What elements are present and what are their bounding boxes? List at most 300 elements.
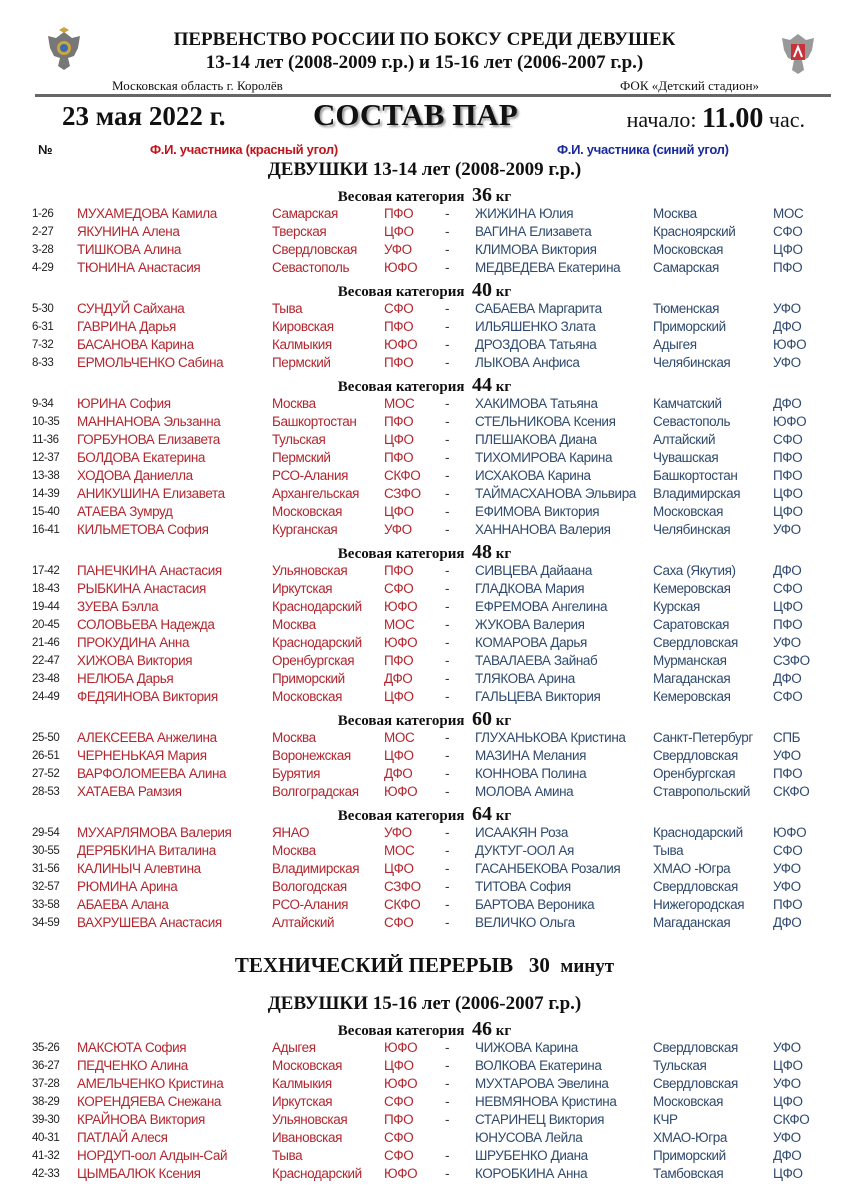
blue-corner-header: Ф.И. участника (синий угол) xyxy=(557,142,729,157)
red-region: РСО-Алания xyxy=(272,897,348,912)
versus-dash: - xyxy=(445,1094,450,1109)
blue-district: ПФО xyxy=(773,897,803,912)
bout-number: 30-55 xyxy=(32,845,60,857)
blue-district: СФО xyxy=(773,432,803,447)
versus-dash: - xyxy=(445,450,450,465)
red-athlete-name: ПЕДЧЕНКО Алина xyxy=(77,1058,188,1073)
blue-region: Свердловская xyxy=(653,635,738,650)
age-groups-subtitle: 13-14 лет (2008-2009 г.р.) и 15-16 лет (2006-2007 г.р.) xyxy=(205,52,644,73)
red-region: Московская xyxy=(272,504,343,519)
document-title: СОСТАВ ПАР xyxy=(313,97,518,132)
red-region: Воронежская xyxy=(272,748,351,763)
blue-athlete-name: ИСХАКОВА Карина xyxy=(475,468,591,483)
red-athlete-name: АНИКУШИНА Елизавета xyxy=(77,486,225,501)
red-region: Пермский xyxy=(272,355,331,370)
blue-district: УФО xyxy=(773,635,801,650)
start-time xyxy=(627,103,805,135)
red-athlete-name: СУНДУЙ Сайхана xyxy=(77,301,185,316)
versus-dash: - xyxy=(445,486,450,501)
blue-district: ПФО xyxy=(773,450,803,465)
red-region: Курганская xyxy=(272,522,338,537)
blue-district: ЦФО xyxy=(773,504,803,519)
blue-athlete-name: ИЛЬЯШЕНКО Злата xyxy=(475,319,596,334)
weight-value: 48 xyxy=(471,541,492,563)
red-district: ЮФО xyxy=(384,1076,418,1091)
blue-region: Краснодарский xyxy=(653,825,743,840)
blue-region: Свердловская xyxy=(653,879,738,894)
bout-row xyxy=(0,1147,849,1165)
bout-row xyxy=(0,842,849,860)
bout-number: 19-44 xyxy=(32,601,60,613)
blue-athlete-name: ЕФРЕМОВА Ангелина xyxy=(475,599,608,614)
red-district: ЮФО xyxy=(384,599,418,614)
blue-district: УФО xyxy=(773,879,801,894)
red-region: Ульяновская xyxy=(272,563,348,578)
versus-dash: - xyxy=(445,242,450,257)
red-district: ЮФО xyxy=(384,337,418,352)
bout-row xyxy=(0,747,849,765)
red-region: ЯНАО xyxy=(272,825,310,840)
bout-row xyxy=(0,914,849,932)
bout-row xyxy=(0,1075,849,1093)
blue-athlete-name: ГАСАНБЕКОВА Розалия xyxy=(475,861,621,876)
bout-number: 11-36 xyxy=(32,434,59,446)
weight-category-label: Весовая категория xyxy=(337,189,465,205)
red-region: Вологодская xyxy=(272,879,347,894)
red-athlete-name: МУХАРЛЯМОВА Валерия xyxy=(77,825,232,840)
red-athlete-name: БОЛДОВА Екатерина xyxy=(77,450,206,465)
blue-region: Нижегородская xyxy=(653,897,745,912)
blue-district: ЦФО xyxy=(773,1094,803,1109)
red-district: ЦФО xyxy=(384,748,414,763)
red-athlete-name: КРАЙНОВА Виктория xyxy=(77,1112,205,1127)
red-district: ЦФО xyxy=(384,432,414,447)
break-unit: минут xyxy=(560,956,615,977)
bout-row xyxy=(0,1039,849,1057)
bout-number: 21-46 xyxy=(32,637,60,649)
versus-dash: - xyxy=(445,766,450,781)
weight-value: 36 xyxy=(471,184,492,206)
red-district: СФО xyxy=(384,301,414,316)
red-region: Москва xyxy=(272,396,316,411)
bout-number: 39-30 xyxy=(32,1114,60,1126)
blue-region: Магаданская xyxy=(653,671,731,686)
bout-number: 2-27 xyxy=(32,226,54,238)
bout-row xyxy=(0,431,849,449)
weight-category-heading xyxy=(0,182,849,205)
versus-dash: - xyxy=(445,414,450,429)
blue-region: Приморский xyxy=(653,1148,726,1163)
versus-dash: - xyxy=(445,671,450,686)
blue-athlete-name: ЮНУСОВА Лейла xyxy=(475,1130,583,1145)
bout-row xyxy=(0,318,849,336)
red-athlete-name: ЗУЕВА Бэлла xyxy=(77,599,159,614)
bout-number: 16-41 xyxy=(32,524,60,536)
blue-region: Оренбургская xyxy=(653,766,736,781)
red-district: ЦФО xyxy=(384,224,414,239)
versus-dash: - xyxy=(445,1166,450,1181)
blue-region: Ставропольский xyxy=(653,784,751,799)
blue-district: ДФО xyxy=(773,396,802,411)
red-district: ЮФО xyxy=(384,784,418,799)
bout-number: 9-34 xyxy=(32,398,54,410)
versus-dash: - xyxy=(445,260,450,275)
blue-district: СКФО xyxy=(773,784,810,799)
bout-number: 1-26 xyxy=(32,208,54,220)
bout-row xyxy=(0,688,849,706)
blue-athlete-name: ЖУКОВА Валерия xyxy=(475,617,585,632)
blue-district: ДФО xyxy=(773,1148,802,1163)
versus-dash: - xyxy=(445,504,450,519)
red-region: Севастополь xyxy=(272,260,350,275)
red-region: Алтайский xyxy=(272,915,335,930)
weight-category-heading xyxy=(0,277,849,300)
blue-region: Московская xyxy=(653,1094,724,1109)
blue-district: СКФО xyxy=(773,1112,810,1127)
bout-row xyxy=(0,634,849,652)
red-athlete-name: ЮРИНА София xyxy=(77,396,171,411)
red-district: ЦФО xyxy=(384,1058,414,1073)
blue-district: ЮФО xyxy=(773,337,807,352)
blue-district: ДФО xyxy=(773,319,802,334)
break-label: ТЕХНИЧЕСКИЙ ПЕРЕРЫВ xyxy=(234,953,514,977)
blue-district: УФО xyxy=(773,1130,801,1145)
blue-district: ЦФО xyxy=(773,242,803,257)
blue-district: УФО xyxy=(773,861,801,876)
blue-athlete-name: ХАКИМОВА Татьяна xyxy=(475,396,598,411)
blue-athlete-name: ГЛУХАНЬКОВА Кристина xyxy=(475,730,626,745)
red-athlete-name: ПАТЛАЙ Алеся xyxy=(77,1130,168,1145)
blue-region: ХМАО-Югра xyxy=(653,1130,727,1145)
blue-athlete-name: ГЛАДКОВА Мария xyxy=(475,581,585,596)
versus-dash: - xyxy=(445,635,450,650)
bout-number: 22-47 xyxy=(32,655,60,667)
red-athlete-name: МАКСЮТА София xyxy=(77,1040,187,1055)
weight-unit: кг xyxy=(495,379,512,395)
red-region: Иркутская xyxy=(272,581,333,596)
bout-number: 28-53 xyxy=(32,786,60,798)
versus-dash: - xyxy=(445,861,450,876)
bout-number: 26-51 xyxy=(32,750,60,762)
blue-athlete-name: ЛЫКОВА Анфиса xyxy=(475,355,580,370)
bout-row xyxy=(0,449,849,467)
bout-row xyxy=(0,485,849,503)
blue-district: ЦФО xyxy=(773,1058,803,1073)
red-district: СКФО xyxy=(384,897,421,912)
red-athlete-name: АТАЕВА Зумруд xyxy=(77,504,173,519)
bout-number: 36-27 xyxy=(32,1060,60,1072)
bout-row xyxy=(0,205,849,223)
red-district: ЮФО xyxy=(384,1040,418,1055)
bout-row xyxy=(0,1129,849,1147)
bout-number: 5-30 xyxy=(32,303,54,315)
blue-athlete-name: ТАВАЛАЕВА Зайнаб xyxy=(475,653,598,668)
bout-number: 3-28 xyxy=(32,244,54,256)
versus-dash: - xyxy=(445,653,450,668)
red-district: СКФО xyxy=(384,468,421,483)
blue-district: ДФО xyxy=(773,563,802,578)
bout-number: 20-45 xyxy=(32,619,60,631)
blue-district: ЮФО xyxy=(773,825,807,840)
red-district: ЮФО xyxy=(384,260,418,275)
blue-athlete-name: ТИТОВА София xyxy=(475,879,571,894)
red-region: Кировская xyxy=(272,319,334,334)
bout-number: 27-52 xyxy=(32,768,60,780)
blue-region: Санкт-Петербург xyxy=(653,730,753,745)
weight-category-label: Весовая категория xyxy=(337,713,465,729)
weight-category-heading xyxy=(0,1016,849,1039)
blue-athlete-name: СТЕЛЬНИКОВА Ксения xyxy=(475,414,616,429)
red-district: ЦФО xyxy=(384,504,414,519)
red-district: СФО xyxy=(384,1094,414,1109)
blue-athlete-name: ЧИЖОВА Карина xyxy=(475,1040,578,1055)
red-district: ПФО xyxy=(384,206,414,221)
versus-dash: - xyxy=(445,224,450,239)
blue-athlete-name: ЖИЖИНА Юлия xyxy=(475,206,574,221)
blue-region: Саха (Якутия) xyxy=(653,563,736,578)
versus-dash: - xyxy=(445,748,450,763)
blue-region: Севастополь xyxy=(653,414,731,429)
bout-number: 10-35 xyxy=(32,416,60,428)
blue-athlete-name: СТАРИНЕЦ Виктория xyxy=(475,1112,605,1127)
blue-region: Мурманская xyxy=(653,653,727,668)
blue-district: ПФО xyxy=(773,617,803,632)
blue-district: СЗФО xyxy=(773,653,810,668)
red-district: УФО xyxy=(384,242,412,257)
red-athlete-name: ГАВРИНА Дарья xyxy=(77,319,176,334)
blue-district: УФО xyxy=(773,1040,801,1055)
blue-region: Магаданская xyxy=(653,915,731,930)
bout-row xyxy=(0,783,849,801)
bout-row xyxy=(0,395,849,413)
blue-district: МОС xyxy=(773,206,804,221)
bout-number: 18-43 xyxy=(32,583,60,595)
blue-region: Адыгея xyxy=(653,337,697,352)
red-athlete-name: ДЕРЯБКИНА Виталина xyxy=(77,843,216,858)
versus-dash: - xyxy=(445,522,450,537)
weight-unit: кг xyxy=(495,713,512,729)
number-column-header: № xyxy=(38,142,53,157)
blue-district: ПФО xyxy=(773,260,803,275)
red-district: СФО xyxy=(384,915,414,930)
blue-district: СФО xyxy=(773,843,803,858)
blue-region: Свердловская xyxy=(653,1076,738,1091)
blue-athlete-name: МАЗИНА Мелания xyxy=(475,748,587,763)
bout-number: 29-54 xyxy=(32,827,60,839)
section-title: ДЕВУШКИ 13-14 лет (2008-2009 г.р.) xyxy=(267,159,582,180)
red-region: Тыва xyxy=(272,1148,303,1163)
start-time-value: 11.00 xyxy=(701,103,764,134)
red-district: СФО xyxy=(384,581,414,596)
red-athlete-name: ХАТАЕВА Рамзия xyxy=(77,784,182,799)
red-district: ПФО xyxy=(384,355,414,370)
blue-region: Кемеровская xyxy=(653,581,731,596)
weight-unit: кг xyxy=(495,1023,512,1039)
versus-dash: - xyxy=(445,355,450,370)
weight-category-label: Весовая категория xyxy=(337,546,465,562)
red-athlete-name: ХИЖОВА Виктория xyxy=(77,653,193,668)
versus-dash: - xyxy=(445,599,450,614)
versus-dash: - xyxy=(445,915,450,930)
blue-region: Тюменская xyxy=(653,301,720,316)
versus-dash: - xyxy=(445,319,450,334)
bout-number: 8-33 xyxy=(32,357,54,369)
bout-row xyxy=(0,729,849,747)
red-region: Краснодарский xyxy=(272,635,362,650)
red-athlete-name: ЯКУНИНА Алена xyxy=(77,224,180,239)
red-region: Ивановская xyxy=(272,1130,342,1145)
versus-dash: - xyxy=(445,301,450,316)
bout-row xyxy=(0,652,849,670)
versus-dash: - xyxy=(445,206,450,221)
red-district: ЦФО xyxy=(384,689,414,704)
weight-category-label: Весовая категория xyxy=(337,1023,465,1039)
red-region: Адыгея xyxy=(272,1040,316,1055)
weight-unit: кг xyxy=(495,546,512,562)
bout-row xyxy=(0,896,849,914)
red-district: ДФО xyxy=(384,766,413,781)
weight-category-heading xyxy=(0,706,849,729)
red-district: МОС xyxy=(384,843,415,858)
red-region: Краснодарский xyxy=(272,599,362,614)
red-athlete-name: НЕЛЮБА Дарья xyxy=(77,671,174,686)
versus-dash: - xyxy=(445,843,450,858)
versus-dash: - xyxy=(445,879,450,894)
bout-number: 37-28 xyxy=(32,1078,60,1090)
weight-category-label: Весовая категория xyxy=(337,284,465,300)
red-region: Бурятия xyxy=(272,766,321,781)
red-district: ЮФО xyxy=(384,1166,418,1181)
blue-athlete-name: КОМАРОВА Дарья xyxy=(475,635,587,650)
red-athlete-name: ФЕДЯИНОВА Виктория xyxy=(77,689,218,704)
red-region: Приморский xyxy=(272,671,345,686)
red-district: СФО xyxy=(384,1130,414,1145)
championship-title: ПЕРВЕНСТВО РОССИИ ПО БОКСУ СРЕДИ ДЕВУШЕК xyxy=(173,29,676,50)
blue-region: Башкортостан xyxy=(653,468,738,483)
blue-district: УФО xyxy=(773,355,801,370)
blue-region: Челябинская xyxy=(653,355,731,370)
blue-region: Красноярский xyxy=(653,224,736,239)
blue-district: ЮФО xyxy=(773,414,807,429)
red-corner-header: Ф.И. участника (красный угол) xyxy=(150,142,338,157)
red-region: Москва xyxy=(272,617,316,632)
blue-athlete-name: МЕДВЕДЕВА Екатерина xyxy=(475,260,621,275)
blue-athlete-name: МУХТАРОВА Эвелина xyxy=(475,1076,609,1091)
blue-region: Тамбовская xyxy=(653,1166,724,1181)
versus-dash: - xyxy=(445,337,450,352)
bout-number: 25-50 xyxy=(32,732,60,744)
bout-number: 41-32 xyxy=(32,1150,60,1162)
event-date: 23 мая 2022 г. xyxy=(62,101,226,131)
blue-athlete-name: СИВЦЕВА Дайаана xyxy=(475,563,592,578)
red-region: Оренбургская xyxy=(272,653,355,668)
blue-region: Самарская xyxy=(653,260,719,275)
red-athlete-name: РЫБКИНА Анастасия xyxy=(77,581,206,596)
red-athlete-name: ТЮНИНА Анастасия xyxy=(77,260,201,275)
versus-dash: - xyxy=(445,563,450,578)
blue-district: УФО xyxy=(773,522,801,537)
blue-region: ХМАО -Югра xyxy=(653,861,731,876)
red-athlete-name: МАННАНОВА Эльзанна xyxy=(77,414,221,429)
versus-dash: - xyxy=(445,897,450,912)
red-athlete-name: КОРЕНДЯЕВА Снежана xyxy=(77,1094,222,1109)
blue-region: Кемеровская xyxy=(653,689,731,704)
red-region: РСО-Алания xyxy=(272,468,348,483)
blue-region: Камчатский xyxy=(653,396,722,411)
bout-number: 12-37 xyxy=(32,452,60,464)
bout-row xyxy=(0,1165,849,1183)
red-region: Самарская xyxy=(272,206,338,221)
blue-district: ДФО xyxy=(773,915,802,930)
bout-row xyxy=(0,241,849,259)
blue-region: Московская xyxy=(653,504,724,519)
versus-dash: - xyxy=(445,730,450,745)
versus-dash: - xyxy=(445,825,450,840)
weight-value: 44 xyxy=(471,374,492,396)
blue-district: УФО xyxy=(773,301,801,316)
red-athlete-name: КАЛИНЫЧ Алевтина xyxy=(77,861,201,876)
blue-athlete-name: БАРТОВА Вероника xyxy=(475,897,595,912)
section-title: ДЕВУШКИ 15-16 лет (2006-2007 г.р.) xyxy=(267,993,582,1014)
bout-row xyxy=(0,300,849,318)
blue-athlete-name: ВЕЛИЧКО Ольга xyxy=(475,915,575,930)
bout-row xyxy=(0,259,849,277)
blue-athlete-name: ПЛЕШАКОВА Диана xyxy=(475,432,597,447)
bout-number: 42-33 xyxy=(32,1168,60,1180)
bout-row xyxy=(0,413,849,431)
red-region: Московская xyxy=(272,689,343,704)
red-district: ПФО xyxy=(384,414,414,429)
weight-unit: кг xyxy=(495,189,512,205)
red-region: Волгоградская xyxy=(272,784,359,799)
blue-athlete-name: ХАННАНОВА Валерия xyxy=(475,522,611,537)
blue-region: Тульская xyxy=(653,1058,707,1073)
blue-region: Челябинская xyxy=(653,522,731,537)
blue-region: Свердловская xyxy=(653,748,738,763)
versus-dash: - xyxy=(445,468,450,483)
red-district: МОС xyxy=(384,617,415,632)
bout-row xyxy=(0,616,849,634)
red-region: Москва xyxy=(272,730,316,745)
weight-value: 64 xyxy=(471,803,492,825)
blue-athlete-name: ИСААКЯН Роза xyxy=(475,825,568,840)
weight-value: 60 xyxy=(471,708,492,730)
venue: ФОК «Детский стадион» xyxy=(620,78,760,93)
weight-category-label: Весовая категория xyxy=(337,808,465,824)
bout-row xyxy=(0,354,849,372)
red-region: Пермский xyxy=(272,450,331,465)
red-region: Московская xyxy=(272,1058,343,1073)
blue-district: ЦФО xyxy=(773,1166,803,1181)
weight-category-heading xyxy=(0,539,849,562)
blue-athlete-name: ЕФИМОВА Виктория xyxy=(475,504,600,519)
blue-athlete-name: ВАГИНА Елизавета xyxy=(475,224,592,239)
blue-district: ДФО xyxy=(773,671,802,686)
red-athlete-name: ГОРБУНОВА Елизавета xyxy=(77,432,220,447)
blue-region: Московская xyxy=(653,242,724,257)
red-district: ПФО xyxy=(384,563,414,578)
bout-row xyxy=(0,521,849,539)
start-unit: час. xyxy=(768,107,805,132)
bout-row xyxy=(0,670,849,688)
red-district: УФО xyxy=(384,522,412,537)
red-district: СЗФО xyxy=(384,879,421,894)
red-region: Калмыкия xyxy=(272,1076,332,1091)
versus-dash: - xyxy=(445,396,450,411)
blue-athlete-name: КОННОВА Полина xyxy=(475,766,587,781)
blue-district: СПБ xyxy=(773,730,801,745)
blue-region: Чувашская xyxy=(653,450,719,465)
